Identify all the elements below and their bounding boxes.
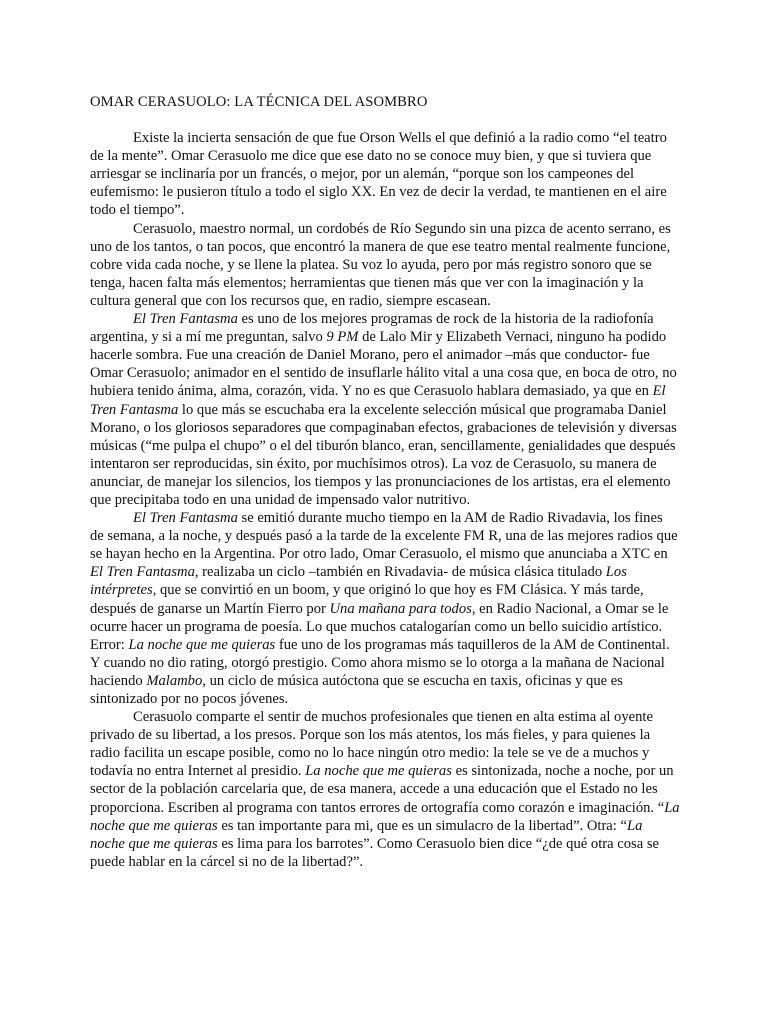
italic-title-text: La noche que me quieras: [305, 763, 452, 780]
italic-title-text: 9 PM: [326, 329, 359, 346]
paragraph-2: [90, 220, 680, 310]
italic-title-text: La noche que me quieras: [90, 817, 643, 852]
italic-title-text: El Tren Fantasma: [90, 383, 666, 418]
paragraph-text: Cerasuolo comparte el sentir de muchos profesionales que tienen en alta estima al oyente privado de su libertad, a los presos. Porque son los más atentos, los más fieles, y para quienes la radio facilita un escape posible, como no lo hace ningún otro medio: la tele se ve de a muchos y todavía no entra Internet al presidio.: [90, 709, 653, 780]
paragraph-text: lo que más se escuchaba era la excelente selección músical que programaba Daniel Morano, o los gloriosos separadores que compaginaban efectos, grabaciones de televisión y diversas músicas (“me pulpa el chupo” o el del tiburón blanco, eran, sencillamente, genialidades que después intentaron ser reproducidas, sin éxito, por muchísimos otros). La voz de Cerasuolo, su manera de anunciar, de manejar los silencios, los tiempos y las pronunciaciones de los artistas, era el elemento que precipitaba todo en una unidad de impensado valor nutritivo.: [90, 401, 677, 508]
italic-title-text: Una mañana para todos: [329, 600, 472, 617]
paragraph-3: [90, 310, 680, 509]
document-page: [90, 93, 680, 871]
italic-title-text: El Tren Fantasma: [133, 311, 238, 328]
paragraph-text: Cerasuolo, maestro normal, un cordobés de Río Segundo sin una pizca de acento serrano, es uno de los tantos, o tan pocos, que encontró la manera de que ese teatro mental realmente funcione, cobre vida cada noche, y se llene la platea. Su voz lo ayuda, pero por más registro sonoro que se tenga, hacen falta más elementos; herramientas que tienen más que ver con la imaginación y la cultura general que con los recursos que, en radio, siempre escasean.: [90, 220, 671, 309]
paragraph-text: , un ciclo de música autóctona que se escucha en taxis, oficinas y que es sintonizado por no pocos jóvenes.: [90, 672, 623, 707]
paragraph-text: es sintonizada, noche a noche, por un sector de la población carcelaria que, de esa manera, accede a una educación que el Estado no les proporciona. Escriben al programa con tantos errores de ortografía como corazón e imaginación. “: [90, 763, 674, 816]
paragraph-1: [90, 129, 680, 219]
paragraph-text: , en Radio Nacional, a Omar se le ocurre hacer un programa de poesía. Lo que muchos catalogarían como un bello suicidio artístico. Error:: [90, 600, 669, 653]
paragraph-text: es uno de los mejores programas de rock de la historia de la radiofonía argentina, y si a mí me preguntan, salvo: [90, 311, 654, 346]
paragraph-text: Existe la incierta sensación de que fue Orson Wells el que definió a la radio como “el teatro de la mente”. Omar Cerasuolo me dice que ese dato no se conoce muy bien, y que si tuviera que arriesgar se inclinaría por un francés, o mejor, por un alemán, “porque son los campeones del eufemismo: le pusieron título a todo el siglo XX. En vez de decir la verdad, te mantienen en el aire todo el tiempo”.: [90, 130, 667, 219]
paragraph-text: es tan importante para mi, que es un simulacro de la libertad”. Otra: “: [217, 817, 627, 834]
italic-title-text: La noche que me quieras: [90, 799, 680, 834]
paragraph-text: de Lalo Mir y Elizabeth Vernaci, ninguno ha podido hacerle sombra. Fue una creación de Daniel Morano, pero el animador –más que conductor- fue Omar Cerasuolo; animador en el sentido de insuflarle hálito vital a una cosa que, en boca de otro, no hubiera tenido ánima, alma, corazón, vida. Y no es que Cerasuolo hablara demasiado, ya que en: [90, 329, 677, 400]
paragraph-text: , realizaba un ciclo –también en Rivadavia- de música clásica titulado: [194, 564, 606, 581]
paragraph-4: [90, 509, 680, 708]
italic-title-text: Los intérpretes: [90, 564, 627, 599]
paragraph-text: es lima para los barrotes”. Como Cerasuolo bien dice “¿de qué otra cosa se puede hablar en la cárcel si no de la libertad?”.: [90, 835, 659, 870]
paragraph-text: , que se convirtió en un boom, y que originó lo que hoy es FM Clásica. Y más tarde, después de ganarse un Martín Fierro por: [90, 582, 644, 617]
document-title: OMAR CERASUOLO: LA TÉCNICA DEL ASOMBRO: [90, 94, 428, 110]
italic-title-text: El Tren Fantasma: [90, 564, 195, 581]
italic-title-text: La noche que me quieras: [128, 636, 276, 653]
italic-title-text: El Tren Fantasma: [133, 510, 238, 527]
italic-title-text: Malambo: [146, 672, 203, 689]
document-body: [90, 129, 680, 871]
paragraph-text: fue uno de los programas más taquilleros de la AM de Continental. Y cuando no dio rating, otorgó prestigio. Como ahora mismo se lo otorga a la mañana de Nacional haciendo: [90, 636, 670, 689]
paragraph-5: [90, 708, 680, 871]
paragraph-text: se emitió durante mucho tiempo en la AM de Radio Rivadavia, los fines de semana, a la noche, y después pasó a la tarde de la excelente FM R, una de las mejores radios que se hayan hecho en la Argentina. Por otro lado, Omar Cerasuolo, el mismo que anunciaba a XTC en: [90, 510, 678, 563]
